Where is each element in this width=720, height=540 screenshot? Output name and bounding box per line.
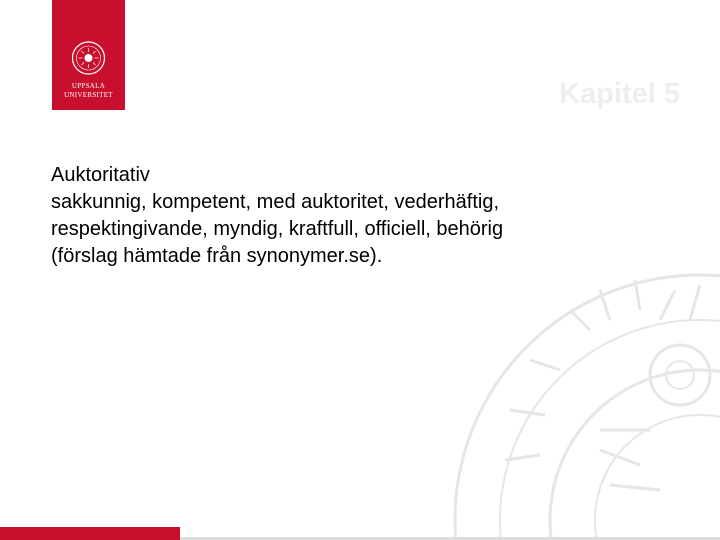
university-seal-watermark-icon [450,250,720,540]
university-logo [52,0,125,110]
bottom-accent-bar [0,527,180,540]
term-heading: Auktoritativ [51,164,150,186]
synonym-line-1: sakkunnig, kompetent, med auktoritet, vederhäftig, [51,191,500,213]
slide-body [51,162,651,270]
chapter-label: Kapitel 5 [559,78,680,110]
synonym-line-2: respektingivande, myndig, kraftfull, officiell, behörig [51,218,504,240]
university-seal-icon [52,0,125,80]
logo-line-2: UNIVERSITET [64,91,113,99]
logo-line-1: UPPSALA [71,82,106,90]
source-note: (förslag hämtade från synonymer.se). [51,245,383,267]
